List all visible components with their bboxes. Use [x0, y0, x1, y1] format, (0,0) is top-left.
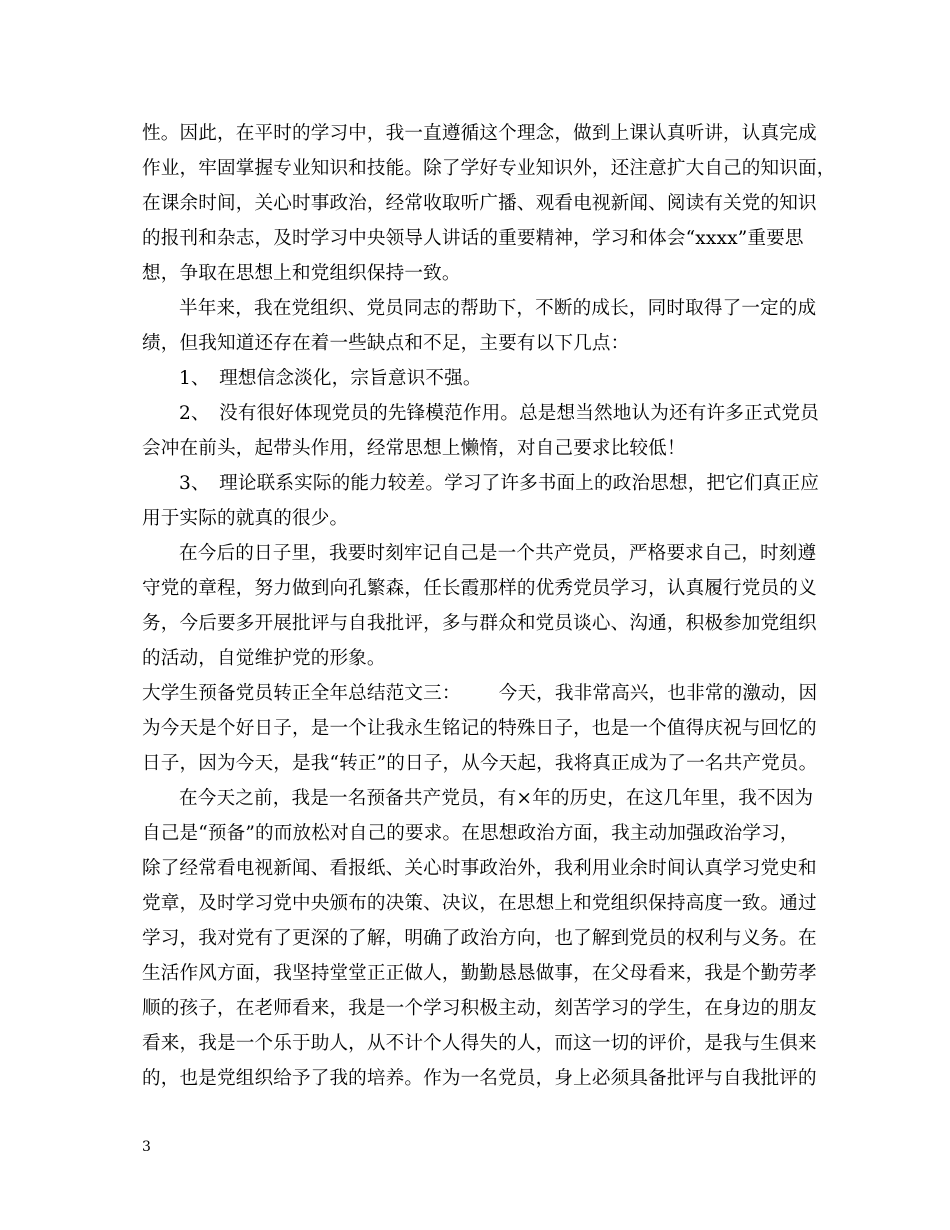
- text-line: 学习，我对党有了更深的了解，明确了政治方向，也了解到党员的权利与义务。在: [142, 928, 817, 949]
- section-heading: 大学生预备党员转正全年总结范文三：: [142, 683, 461, 704]
- list-item-3: 3、 理论联系实际的能力较差。学习了许多书面上的政治思想，把它们真正应: [179, 473, 819, 494]
- text-line: 守党的章程，努力做到向孔繁森，任长霞那样的优秀党员学习，认真履行党员的义: [142, 578, 817, 599]
- text-line: 想，争取在思想上和党组织保持一致。: [142, 263, 461, 284]
- list-item-2: 2、 没有很好体现党员的先锋模范作用。总是想当然地认为还有许多正式党员: [179, 403, 819, 424]
- text-line: 作业，牢固掌握专业知识和技能。除了学好专业知识外，还注意扩大自己的知识面，: [142, 158, 836, 179]
- text-line: 会冲在前头，起带头作用，经常思想上懒惰，对自己要求比较低！: [142, 438, 686, 459]
- paragraph-start-line: 半年来，我在党组织、党员同志的帮助下，不断的成长，同时取得了一定的成: [179, 298, 817, 319]
- text-line: 性。因此，在平时的学习中，我一直遵循这个理念，做到上课认真听讲，认真完成: [142, 123, 817, 144]
- text-line: 的，也是党组织给予了我的培养。作为一名党员，身上必须具备批评与自我批评的: [142, 1068, 817, 1089]
- text-line: 务，今后要多开展批评与自我批评，多与群众和党员谈心、沟通，积极参加党组织: [142, 613, 817, 634]
- text-line: 顺的孩子，在老师看来，我是一个学习积极主动，刻苦学习的学生，在身边的朋友: [142, 998, 817, 1019]
- section-intro: 今天，我非常高兴，也非常的激动，因: [498, 683, 818, 704]
- text-line: 自己是“预备”的而放松对自己的要求。在思想政治方面，我主动加强政治学习，: [142, 823, 799, 844]
- text-line: 的活动，自觉维护党的形象。: [142, 648, 386, 669]
- text-line: 除了经常看电视新闻、看报纸、关心时事政治外，我利用业余时间认真学习党史和: [142, 858, 817, 879]
- paragraph-start-line: 在今天之前，我是一名预备共产党员，有×年的历史，在这几年里，我不因为: [179, 788, 814, 809]
- text-line: 用于实际的就真的很少。: [142, 508, 349, 529]
- text-line: 生活作风方面，我坚持堂堂正正做人，勤勤恳恳做事，在父母看来，我是个勤劳孝: [142, 963, 817, 984]
- body-text: [142, 116, 836, 1096]
- text-line: 看来，我是一个乐于助人，从不计个人得失的人，而这一切的评价，是我与生俱来: [142, 1033, 817, 1054]
- text-line: 在课余时间，关心时事政治，经常收取听广播、观看电视新闻、阅读有关党的知识: [142, 193, 817, 214]
- paragraph-start-line: 在今后的日子里，我要时刻牢记自己是一个共产党员，严格要求自己，时刻遵: [179, 543, 817, 564]
- text-line: 为今天是个好日子，是一个让我永生铭记的特殊日子，也是一个值得庆祝与回忆的: [142, 718, 817, 739]
- text-line: 党章，及时学习党中央颁布的决策、决议，在思想上和党组织保持高度一致。通过: [142, 893, 817, 914]
- page-number: 3: [142, 1139, 151, 1155]
- section-heading-line: [142, 676, 818, 711]
- text-line: 的报刊和杂志，及时学习中央领导人讲话的重要精神，学习和体会“xxxx”重要思: [142, 228, 804, 249]
- text-line: 日子，因为今天，是我“转正”的日子，从今天起，我将真正成为了一名共产党员。: [142, 753, 818, 774]
- text-line: 绩，但我知道还存在着一些缺点和不足，主要有以下几点：: [142, 333, 630, 354]
- list-item-1: 1、 理想信念淡化，宗旨意识不强。: [179, 368, 482, 389]
